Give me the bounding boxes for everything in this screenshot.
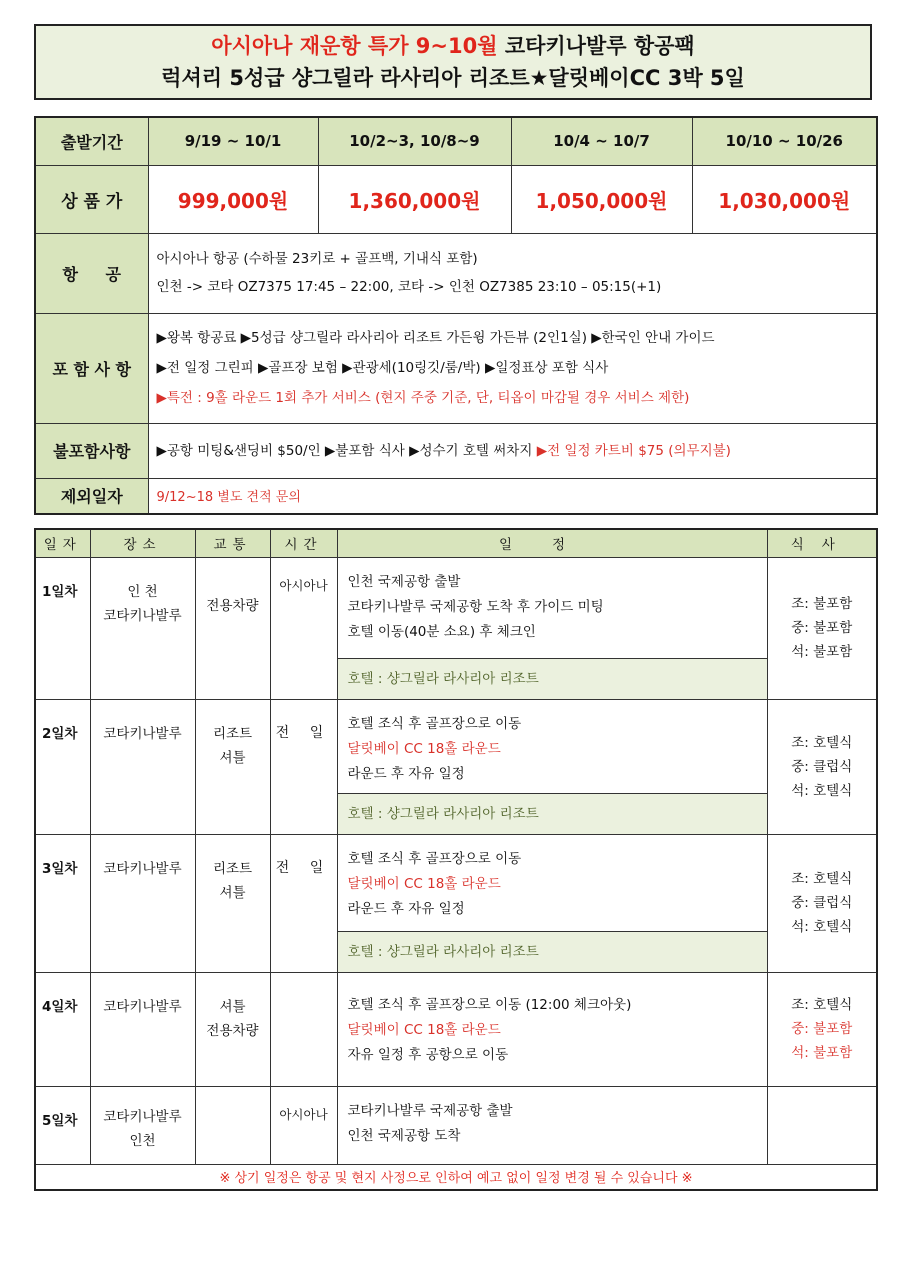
day-plan	[337, 557, 767, 699]
price-label: 상 품 가	[35, 165, 148, 233]
day-plan	[337, 972, 767, 1086]
day-place	[90, 699, 195, 834]
header-day: 일자	[35, 529, 90, 557]
departure-row	[35, 117, 877, 165]
transport-line: 리조트	[212, 860, 253, 877]
day-plan	[337, 834, 767, 972]
meal-breakfast: 조: 호텔식	[791, 997, 853, 1013]
header-transport: 교통	[195, 529, 270, 557]
day-label: 3일차	[35, 834, 90, 972]
meal-dinner: 석: 불포함	[791, 644, 853, 660]
day-label: 4일차	[35, 972, 90, 1086]
include-line-2: ▶전 일정 그린피 ▶골프장 보험 ▶관광세(10링깃/룸/박) ▶일정표상 포함 식사	[156, 360, 609, 376]
plan-lines	[338, 835, 767, 931]
day-place	[90, 972, 195, 1086]
meal-lunch: 중: 불포함	[791, 620, 853, 636]
day-meals	[767, 1086, 877, 1164]
day-time: 전 일	[270, 699, 337, 834]
meal-lunch: 중: 불포함	[791, 1021, 853, 1037]
transport-line: 리조트	[212, 725, 253, 742]
include-line-1: ▶왕복 항공료 ▶5성급 샹그릴라 라사리아 리조트 가든윙 가든뷰 (2인1실) ▶한국인 안내 가이드	[156, 330, 715, 346]
itinerary-row	[35, 699, 877, 834]
day-label: 1일차	[35, 557, 90, 699]
hotel-info: 호텔 : 샹그릴라 라사리아 리조트	[338, 793, 767, 834]
meal-breakfast: 조: 호텔식	[791, 871, 853, 887]
day-plan	[337, 699, 767, 834]
day-meals	[767, 557, 877, 699]
plan-line: 인천 국제공항 도착	[347, 1127, 461, 1144]
transport-line: 전용차량	[206, 597, 259, 614]
meal-lunch: 중: 클럽식	[791, 758, 853, 775]
flight-line-2: 인천 -> 코타 OZ7375 17:45 – 22:00, 코타 -> 인천 OZ7385 23:10 – 05:15(+1)	[156, 279, 662, 295]
day-meals	[767, 699, 877, 834]
price-4: 1,030,000원	[692, 165, 877, 233]
place-line: 코타키나발루	[103, 998, 182, 1015]
price-1: 999,000원	[148, 165, 318, 233]
plan-lines	[338, 973, 767, 1078]
plan-line-golf: 달릿베이 CC 18홀 라운드	[347, 740, 501, 757]
exclude-items: ▶공항 미팅&샌딩비 $50/인 ▶불포함 식사 ▶성수기 호텔 써차지	[156, 442, 537, 459]
place-line: 코타키나발루	[103, 607, 182, 624]
flight-label: 항 공	[35, 233, 148, 313]
header-plan: 일정	[337, 529, 767, 557]
itinerary-row	[35, 834, 877, 972]
meal-lunch: 중: 클럽식	[791, 895, 853, 911]
meal-breakfast: 조: 불포함	[791, 596, 853, 612]
hotel-info: 호텔 : 샹그릴라 라사리아 리조트	[338, 931, 767, 972]
day-plan	[337, 1086, 767, 1164]
exclude-details	[148, 423, 877, 478]
title-line-2: 럭셔리 5성급 샹그릴라 라사리아 리조트★달릿베이CC 3박 5일	[161, 66, 745, 90]
place-line: 인천	[129, 1132, 156, 1149]
day-meals	[767, 972, 877, 1086]
schedule-footnote: ※ 상기 일정은 항공 및 현지 사정으로 인하여 예고 없이 일정 변경 될 수 있습니다 ※	[35, 1164, 877, 1190]
excluded-dates-value: 9/12~18 별도 견적 문의	[148, 478, 877, 514]
itinerary-row	[35, 557, 877, 699]
itinerary-row	[35, 1086, 877, 1164]
day-transport	[195, 1086, 270, 1164]
plan-line: 코타키나발루 국제공항 도착 후 가이드 미팅	[347, 598, 604, 615]
flight-line-1: 아시아나 항공 (수하물 23키로 + 골프백, 기내식 포함)	[156, 251, 478, 267]
exclude-label: 불포함사항	[35, 423, 148, 478]
plan-line: 라운드 후 자유 일정	[347, 900, 465, 917]
period-4: 10/10 ~ 10/26	[692, 117, 877, 165]
day-meals	[767, 834, 877, 972]
itinerary-header-row	[35, 529, 877, 557]
place-line: 코타키나발루	[103, 1108, 182, 1125]
title-banner	[34, 24, 872, 100]
day-time	[270, 972, 337, 1086]
itinerary-table	[34, 528, 878, 1191]
day-time: 아시아나	[270, 557, 337, 699]
footnote-row	[35, 1164, 877, 1190]
day-transport	[195, 834, 270, 972]
plan-line: 호텔 조식 후 골프장으로 이동 (12:00 체크아웃)	[347, 996, 632, 1013]
include-special: ▶특전 : 9홀 라운드 1회 추가 서비스 (현지 주중 기준, 단, 티옵이 마감될 경우 서비스 제한)	[156, 390, 690, 406]
day-time: 아시아나	[270, 1086, 337, 1164]
title-product: 코타키나발루 항공팩	[504, 34, 695, 58]
excluded-dates-label: 제외일자	[35, 478, 148, 514]
day-place	[90, 557, 195, 699]
title-line-1	[211, 30, 694, 62]
plan-line: 호텔 조식 후 골프장으로 이동	[347, 850, 522, 867]
meal-dinner: 석: 호텔식	[791, 919, 853, 935]
plan-line: 라운드 후 자유 일정	[347, 765, 465, 782]
plan-lines	[338, 700, 767, 793]
period-2: 10/2~3, 10/8~9	[318, 117, 511, 165]
plan-lines	[338, 1087, 767, 1159]
meal-dinner: 석: 불포함	[791, 1045, 853, 1061]
product-info-table	[34, 116, 878, 515]
day-transport	[195, 972, 270, 1086]
day-time: 전 일	[270, 834, 337, 972]
place-line: 코타키나발루	[103, 725, 182, 742]
price-3: 1,050,000원	[511, 165, 692, 233]
transport-line: 전용차량	[206, 1022, 259, 1039]
day-place	[90, 834, 195, 972]
header-place: 장소	[90, 529, 195, 557]
place-line: 코타키나발루	[103, 860, 182, 877]
day-label: 2일차	[35, 699, 90, 834]
transport-line: 셔틀	[219, 884, 246, 901]
day-transport	[195, 557, 270, 699]
header-meals: 식사	[767, 529, 877, 557]
flight-row	[35, 233, 877, 313]
plan-line: 호텔 조식 후 골프장으로 이동	[347, 715, 522, 732]
transport-line: 셔틀	[219, 998, 246, 1015]
include-label: 포 함 사 항	[35, 313, 148, 423]
departure-label: 출발기간	[35, 117, 148, 165]
period-1: 9/19 ~ 10/1	[148, 117, 318, 165]
plan-line: 코타키나발루 국제공항 출발	[347, 1102, 513, 1119]
header-time: 시간	[270, 529, 337, 557]
plan-line: 자유 일정 후 공항으로 이동	[347, 1046, 509, 1063]
plan-line: 호텔 이동(40분 소요) 후 체크인	[347, 623, 536, 640]
day-transport	[195, 699, 270, 834]
meal-breakfast: 조: 호텔식	[791, 734, 853, 751]
itinerary-row	[35, 972, 877, 1086]
exclude-row	[35, 423, 877, 478]
flight-details	[148, 233, 877, 313]
meal-dinner: 석: 호텔식	[791, 782, 853, 799]
plan-line: 인천 국제공항 출발	[347, 573, 461, 590]
exclude-cart-fee: ▶전 일정 카트비 $75 (의무지불)	[536, 442, 731, 459]
day-label: 5일차	[35, 1086, 90, 1164]
include-details	[148, 313, 877, 423]
day-place	[90, 1086, 195, 1164]
transport-line: 셔틀	[219, 749, 246, 766]
plan-line-golf: 달릿베이 CC 18홀 라운드	[347, 1021, 501, 1038]
excluded-dates-row	[35, 478, 877, 514]
price-row	[35, 165, 877, 233]
plan-line-golf: 달릿베이 CC 18홀 라운드	[347, 875, 501, 892]
plan-lines	[338, 558, 767, 658]
title-promo: 아시아나 재운항 특가 9~10월	[211, 34, 498, 58]
place-line: 인 천	[127, 583, 158, 600]
price-2: 1,360,000원	[318, 165, 511, 233]
include-row	[35, 313, 877, 423]
hotel-info: 호텔 : 샹그릴라 라사리아 리조트	[338, 658, 767, 699]
period-3: 10/4 ~ 10/7	[511, 117, 692, 165]
